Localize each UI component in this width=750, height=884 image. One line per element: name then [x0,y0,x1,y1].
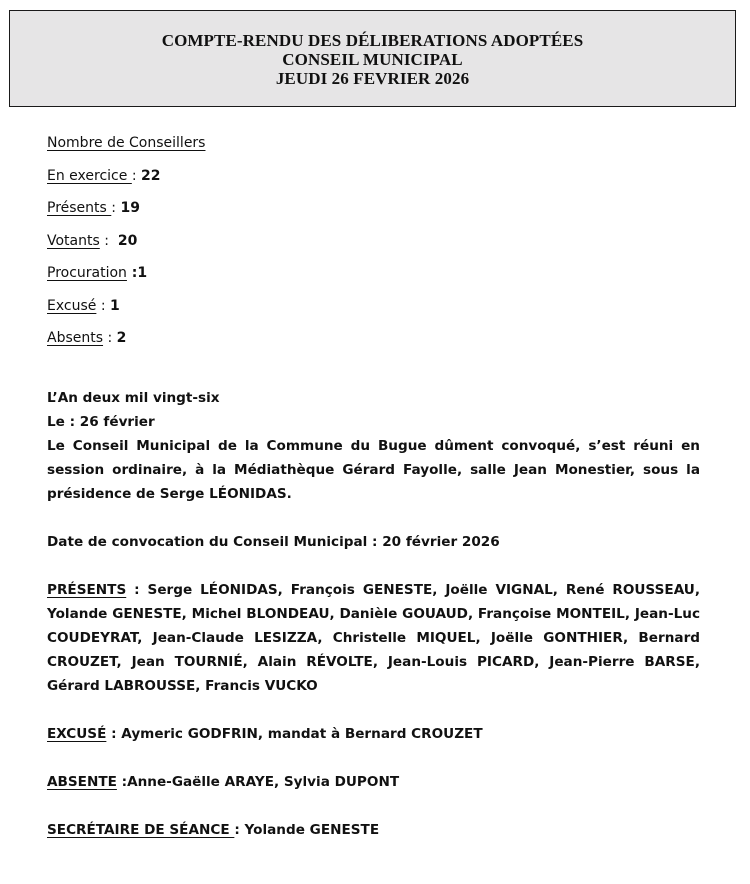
secretaire-label: SECRÉTAIRE DE SÉANCE [47,822,235,838]
absente-names: Anne-Gaëlle ARAYE, Sylvia DUPONT [127,774,400,790]
session-body [47,386,700,842]
count-value: 20 [117,232,138,249]
presents-names: Serge LÉONIDAS, François GENESTE, Joëlle VIGNAL, René ROUSSEAU, Yolande GENESTE, Michel BLONDEAU, Danièle GOUAUD, Françoise MONTEIL, Jean-Luc COUDEYRAT, Jean-Claude LESIZZA, Christelle MIQUEL, Joëlle GONTHIER, Bernard CROUZET, Jean TOURNIÉ, Alain RÉVOLTE, Jean-Louis PICARD, Jean-Pierre BARSE, Gérard LABROUSSE, Francis VUCKO [47,582,700,694]
count-sep: : [103,330,117,346]
count-sep: : [131,167,141,184]
count-sep: : [96,297,110,314]
count-sep: : [111,200,121,216]
count-label: Absents [47,330,104,346]
session-year: L’An deux mil vingt-six [47,390,220,406]
counts-title [47,133,205,166]
presents-paragraph [47,578,700,698]
convocation-date: Date de convocation du Conseil Municipal : 20 février 2026 [47,534,500,550]
session-intro: Le Conseil Municipal de la Commune du Bugue dûment convoqué, s’est réuni en session ordinaire, à la Médiathèque Gérard Fayolle, salle Jean Monestier, sous la présidence de Serge LÉONIDAS. [47,438,700,502]
excuse-label: EXCUSÉ [47,726,107,742]
count-value: 22 [140,167,161,184]
header-title: COMPTE-RENDU DES DÉLIBERATIONS ADOPTÉES [161,31,584,50]
count-value: 19 [120,200,140,216]
count-row-excuse [47,296,205,329]
header-subtitle: CONSEIL MUNICIPAL [282,50,463,69]
secretaire-sep: : [234,822,245,838]
excuse-paragraph [47,722,700,746]
count-value: 2 [116,330,127,346]
absente-label: ABSENTE [47,774,117,790]
count-row-en-exercice [47,166,205,199]
count-sep: : [99,232,118,249]
count-label: Présents [47,200,112,216]
count-label: Procuration [47,265,127,281]
count-label: Votants [47,232,100,249]
count-label: Excusé [47,297,97,314]
secretaire-name: Yolande GENESTE [244,822,380,838]
document-header [9,10,736,107]
counts-title-text: Nombre de Conseillers [47,135,206,151]
excuse-sep: : [106,726,122,742]
secretaire-paragraph [47,818,700,842]
count-row-procuration [47,263,205,296]
count-label: En exercice [47,167,132,184]
presents-sep: : [126,582,148,598]
header-date: JEUDI 26 FEVRIER 2026 [275,69,470,88]
absente-paragraph [47,770,700,794]
session-date: Le : 26 février [47,414,155,430]
count-value: 1 [110,297,120,314]
presents-label: PRÉSENTS [47,582,127,598]
count-row-votants [47,231,205,264]
count-row-absents [47,328,205,361]
absente-sep: : [116,774,128,790]
councillor-counts [47,133,205,361]
excuse-names: Aymeric GODFRIN, mandat à Bernard CROUZET [121,726,483,742]
count-value: 1 [137,265,148,281]
count-row-presents [47,198,205,231]
count-sep: : [126,265,138,281]
